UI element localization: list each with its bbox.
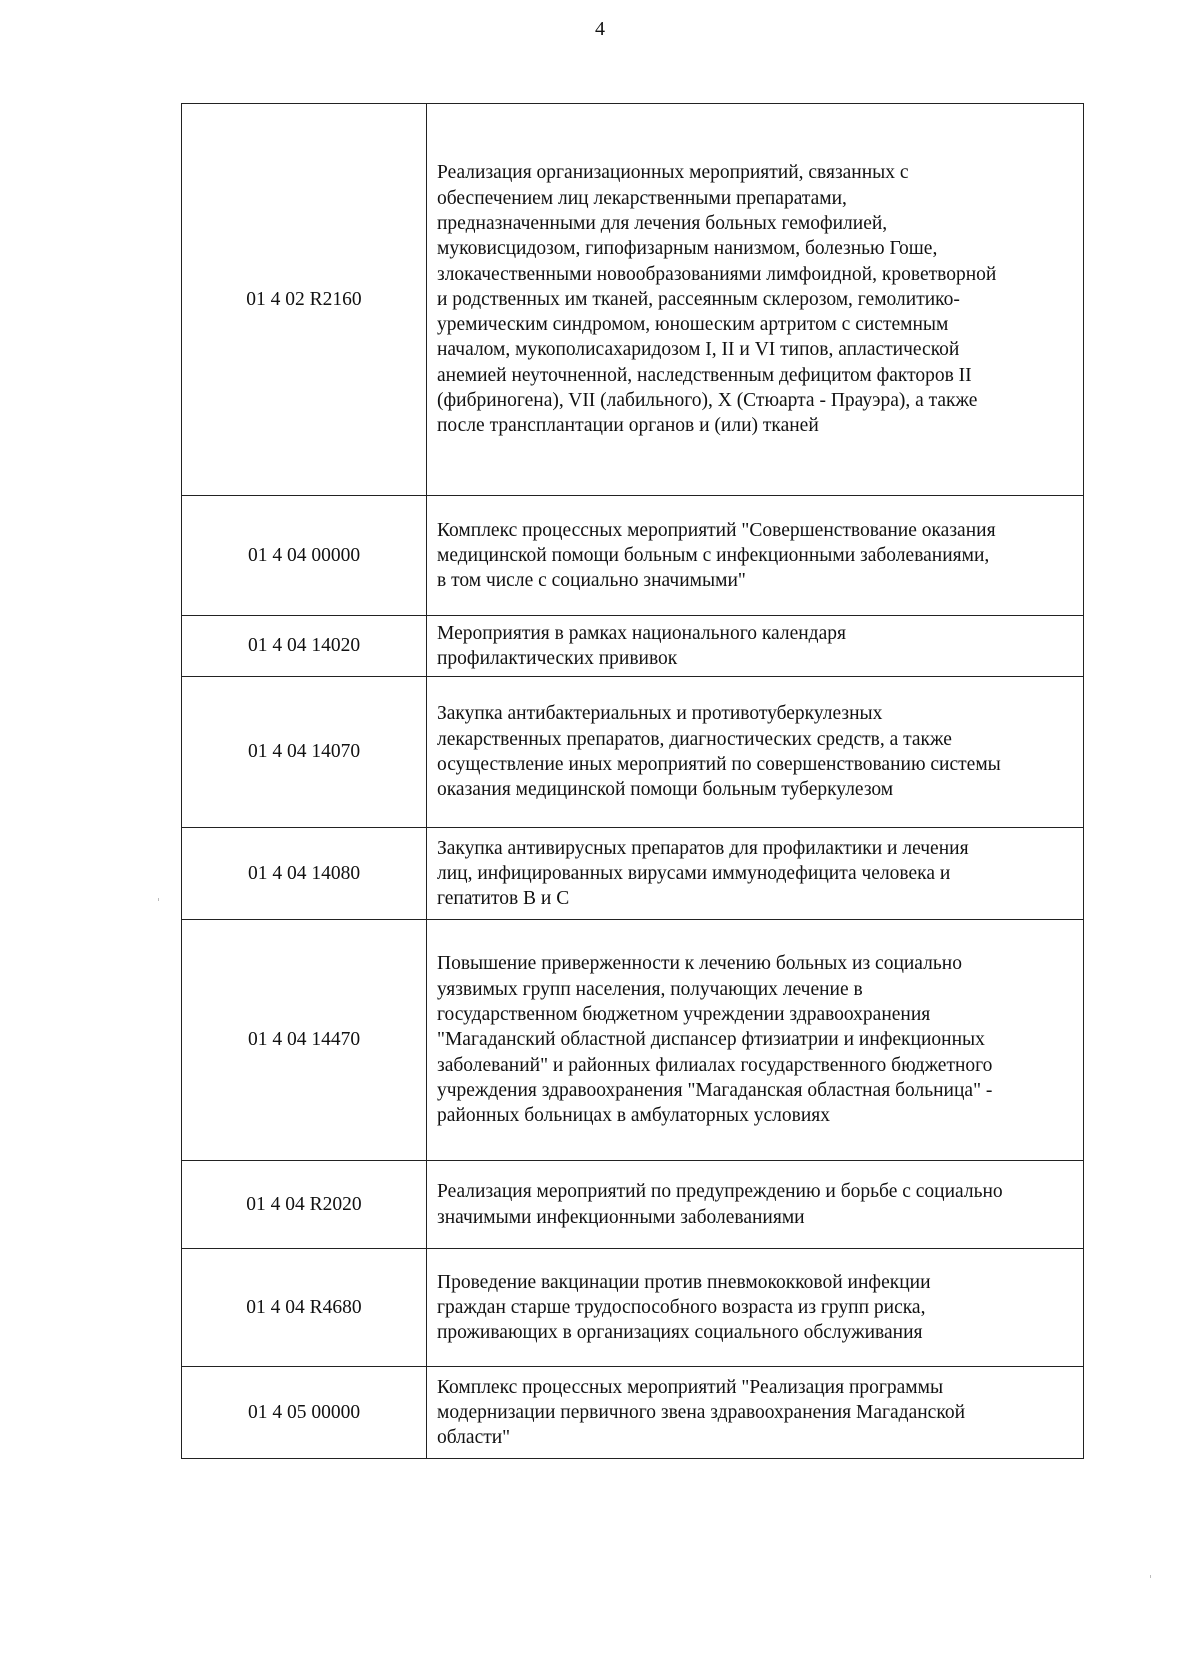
row-code: 01 4 04 00000 [182, 496, 427, 616]
row-code: 01 4 04 R2020 [182, 1161, 427, 1249]
row-code: 01 4 04 R4680 [182, 1249, 427, 1367]
table-row [182, 616, 1084, 677]
row-description: Мероприятия в рамках национального календаря профилактических прививок [427, 616, 1084, 677]
row-code: 01 4 02 R2160 [182, 104, 427, 496]
budget-classification-table [181, 103, 1084, 1459]
row-description: Реализация организационных мероприятий, связанных с обеспечением лиц лекарственными препаратами, предназначенными для лечения больных гемофилией, муковисцидозом, гипофизарным нанизмом, болезнью Гоше, злокачественными новообразованиями лимфоидной, кроветворной и родственных им тканей, рассеянным склерозом, гемолитико- уремическим синдромом, юношеским артритом с системным началом, мукополисахаридозом I, II и VI типов, апластической анемией неуточненной, наследственным дефицитом факторов II (фибриногена), VII (лабильного), X (Стюарта - Прауэра), а также после трансплантации органов и (или) тканей [427, 104, 1084, 496]
row-description: Комплекс процессных мероприятий "Реализация программы модернизации первичного звена здравоохранения Магаданской области" [427, 1367, 1084, 1459]
row-code: 01 4 05 00000 [182, 1367, 427, 1459]
row-description: Комплекс процессных мероприятий "Совершенствование оказания медицинской помощи больным с инфекционными заболеваниями, в том числе с социально значимыми" [427, 496, 1084, 616]
scan-mark [1150, 1575, 1151, 1578]
table-row [182, 1249, 1084, 1367]
table-row [182, 677, 1084, 828]
table-row [182, 104, 1084, 496]
row-code: 01 4 04 14070 [182, 677, 427, 828]
scan-mark [158, 898, 159, 901]
row-description: Закупка антивирусных препаратов для профилактики и лечения лиц, инфицированных вирусами иммунодефицита человека и гепатитов В и С [427, 828, 1084, 920]
table-row [182, 920, 1084, 1161]
table-row [182, 1161, 1084, 1249]
row-code: 01 4 04 14470 [182, 920, 427, 1161]
row-description: Реализация мероприятий по предупреждению и борьбе с социально значимыми инфекционными заболеваниями [427, 1161, 1084, 1249]
table-row [182, 496, 1084, 616]
row-description: Закупка антибактериальных и противотуберкулезных лекарственных препаратов, диагностических средств, а также осуществление иных мероприятий по совершенствованию системы оказания медицинской помощи больным туберкулезом [427, 677, 1084, 828]
row-description: Повышение приверженности к лечению больных из социально уязвимых групп населения, получающих лечение в государственном бюджетном учреждении здравоохранения "Магаданский областной диспансер фтизиатрии и инфекционных заболеваний" и районных филиалах государственного бюджетного учреждения здравоохранения "Магаданская областная больница" - районных больницах в амбулаторных условиях [427, 920, 1084, 1161]
table-row [182, 1367, 1084, 1459]
table-row [182, 828, 1084, 920]
row-code: 01 4 04 14020 [182, 616, 427, 677]
row-code: 01 4 04 14080 [182, 828, 427, 920]
page-number: 4 [595, 18, 605, 40]
row-description: Проведение вакцинации против пневмококковой инфекции граждан старше трудоспособного возраста из групп риска, проживающих в организациях социального обслуживания [427, 1249, 1084, 1367]
